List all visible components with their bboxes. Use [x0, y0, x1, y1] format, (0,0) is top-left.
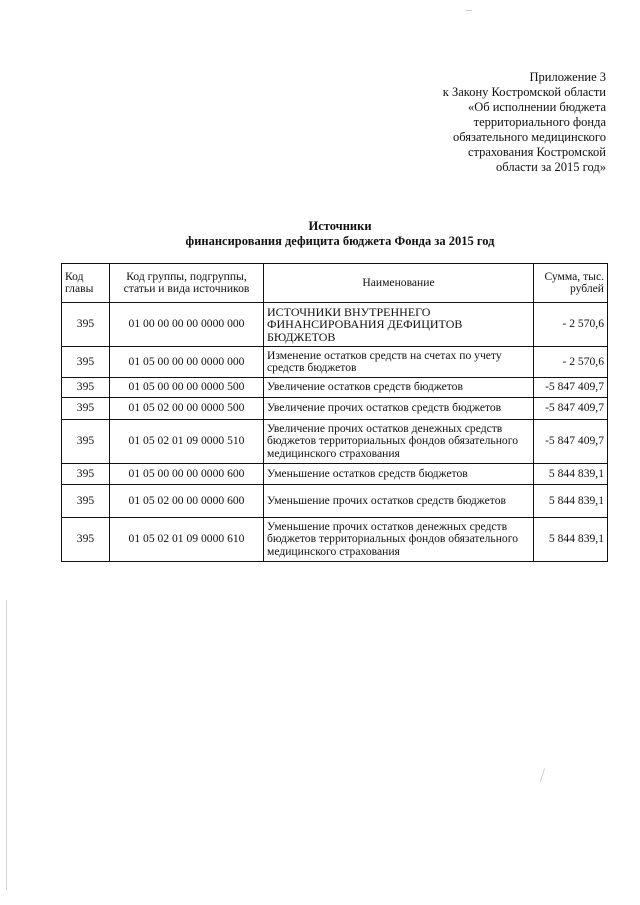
- cell-name: Увеличение прочих остатков денежных средств бюджетов территориальных фондов обязательного медицинского страхования: [264, 420, 534, 464]
- scan-edge-shadow: [6, 600, 7, 890]
- table-row: [62, 347, 608, 378]
- cell-sum: - 2 570,6: [534, 303, 608, 347]
- cell-sum: -5 847 409,7: [534, 420, 608, 464]
- cell-sum: - 2 570,6: [534, 347, 608, 378]
- cell-sum: 5 844 839,1: [534, 518, 608, 562]
- title-line-2: финансирования дефицита бюджета Фонда за 2015 год: [185, 234, 495, 248]
- cell-sum: 5 844 839,1: [534, 485, 608, 518]
- table-row: [62, 485, 608, 518]
- cell-sum: 5 844 839,1: [534, 464, 608, 485]
- document-title: [60, 219, 620, 249]
- cell-group: 01 05 00 00 00 0000 600: [110, 464, 264, 485]
- cell-name: Уменьшение остатков средств бюджетов: [264, 464, 534, 485]
- cell-group: 01 05 00 00 00 0000 000: [110, 347, 264, 378]
- cell-name: Увеличение остатков средств бюджетов: [264, 378, 534, 398]
- appendix-line: страхования Костромской: [467, 145, 606, 159]
- cell-code: 395: [62, 518, 110, 562]
- appendix-line: территориального фонда: [473, 115, 606, 129]
- cell-group: 01 05 02 00 00 0000 600: [110, 485, 264, 518]
- cell-group: 01 05 02 01 09 0000 510: [110, 420, 264, 464]
- cell-code: 395: [62, 347, 110, 378]
- cell-group: 01 05 02 01 09 0000 610: [110, 518, 264, 562]
- cell-code: 395: [62, 420, 110, 464]
- cell-name: Изменение остатков средств на счетах по учету средств бюджетов: [264, 347, 534, 378]
- appendix-line: области за 2015 год»: [496, 160, 606, 174]
- header-name: Наименование: [264, 264, 534, 303]
- appendix-line: Приложение 3: [529, 70, 606, 84]
- cell-code: 395: [62, 378, 110, 398]
- table-row: [62, 518, 608, 562]
- header-group: Код группы, подгруппы, статьи и вида источников: [110, 264, 264, 303]
- cell-name: Уменьшение прочих остатков денежных средств бюджетов территориальных фондов обязательного медицинского страхования: [264, 518, 534, 562]
- header-code: Код главы: [62, 264, 110, 303]
- cell-sum: -5 847 409,7: [534, 398, 608, 420]
- scan-speck: [466, 10, 472, 11]
- cell-code: 395: [62, 485, 110, 518]
- cell-group: 01 05 02 00 00 0000 500: [110, 398, 264, 420]
- table-row: [62, 420, 608, 464]
- cell-group: 01 05 00 00 00 0000 500: [110, 378, 264, 398]
- appendix-line: обязательного медицинского: [452, 130, 606, 144]
- cell-name: ИСТОЧНИКИ ВНУТРЕННЕГО ФИНАНСИРОВАНИЯ ДЕФИЦИТОВ БЮДЖЕТОВ: [264, 303, 534, 347]
- title-line-1: Источники: [308, 219, 372, 233]
- cell-sum: -5 847 409,7: [534, 378, 608, 398]
- cell-code: 395: [62, 303, 110, 347]
- cell-name: Уменьшение прочих остатков средств бюджетов: [264, 485, 534, 518]
- sources-table: [61, 263, 608, 562]
- cell-code: 395: [62, 464, 110, 485]
- table-row: [62, 303, 608, 347]
- cell-group: 01 00 00 00 00 0000 000: [110, 303, 264, 347]
- table-row: [62, 464, 608, 485]
- header-sum: Сумма, тыс. рублей: [534, 264, 608, 303]
- table-row: [62, 378, 608, 398]
- cell-code: 395: [62, 398, 110, 420]
- cell-name: Увеличение прочих остатков средств бюджетов: [264, 398, 534, 420]
- appendix-line: «Об исполнении бюджета: [467, 100, 606, 114]
- appendix-line: к Закону Костромской области: [442, 85, 606, 99]
- table-row: [62, 398, 608, 420]
- table-header-row: [62, 264, 608, 303]
- scan-mark: [540, 768, 545, 782]
- appendix-header: [346, 70, 606, 175]
